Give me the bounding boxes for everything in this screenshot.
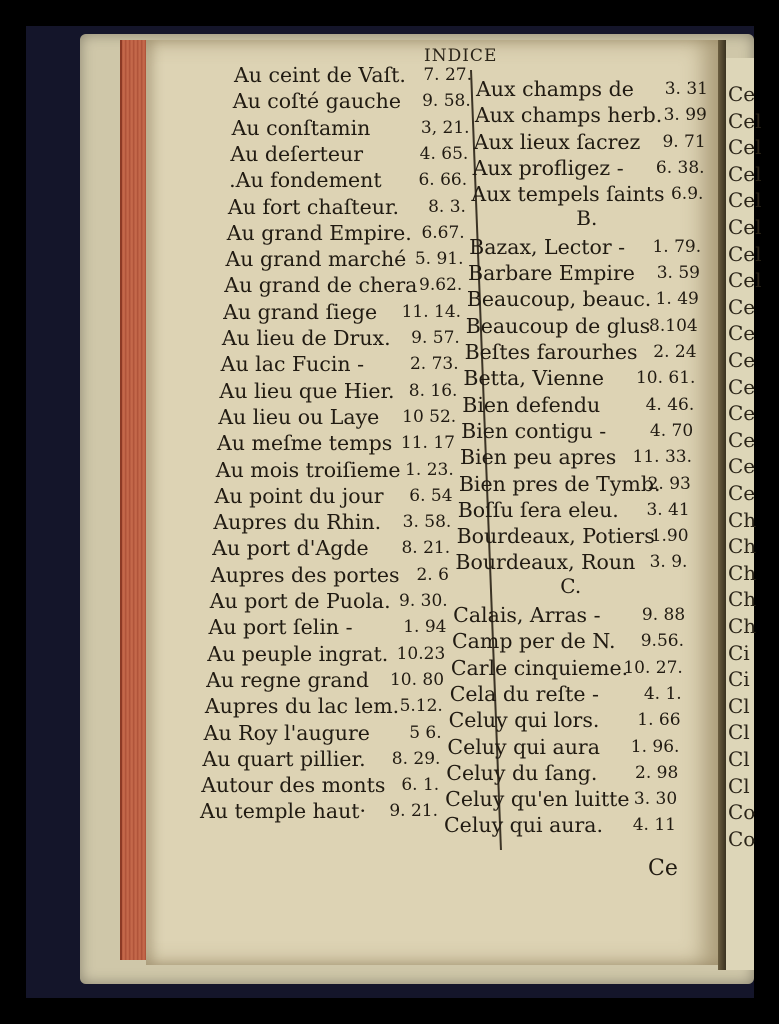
entry-name: Aux champs herb. (474, 103, 663, 128)
entry-reference: 1. 94 (403, 617, 447, 638)
entry-reference: 9. 21. (389, 801, 438, 822)
entry-name: Calais, Arras - (453, 603, 601, 627)
entry-reference: 11. 14. (401, 301, 462, 322)
facing-page-text: Cel (728, 188, 762, 213)
entry-reference: 8. 3. (428, 196, 466, 217)
entry-reference: 1. 79. (652, 236, 702, 257)
index-entry (453, 602, 685, 628)
entry-name: Aux champs de (476, 77, 634, 101)
entry-reference: 1. 66 (637, 710, 681, 731)
entry-name: Carle cinquieme. (450, 655, 629, 680)
index-entry (205, 693, 443, 719)
index-entry (476, 76, 708, 102)
index-entry (224, 272, 462, 298)
facing-page-text: Cl (728, 693, 750, 718)
entry-reference: 6.67. (421, 222, 465, 243)
entry-reference: 3. 58. (402, 512, 452, 533)
facing-page-text: Ce (728, 374, 756, 399)
entry-reference: 1.90 (650, 526, 689, 547)
entry-reference: 1. 96. (630, 736, 680, 757)
entry-reference: 9. 71 (662, 131, 706, 152)
index-entry (474, 129, 706, 155)
facing-page-text: Cel (728, 108, 762, 133)
index-entry (467, 286, 699, 312)
index-entry (228, 194, 466, 220)
entry-reference: 9. 30. (399, 591, 448, 611)
entry-reference: 3. 41 (646, 499, 690, 520)
index-entry (446, 760, 678, 786)
entry-reference: 2. 73. (409, 354, 459, 375)
section-letter: B. (576, 205, 598, 230)
facing-page-text: Ci (728, 640, 750, 665)
entry-name: Autour des monts (201, 773, 386, 798)
facing-page-text: Ci (728, 667, 750, 692)
entry-name: Au temple haut· (200, 799, 367, 824)
index-entry (206, 667, 444, 693)
index-entry (232, 115, 470, 141)
facing-page-text: Cl (728, 773, 750, 798)
facing-page-text: Cl (728, 720, 750, 745)
section-letter: C. (560, 573, 582, 598)
index-entry (462, 392, 694, 418)
entry-name: Au grand de chera (224, 273, 418, 298)
facing-page-text: Co (728, 826, 756, 851)
entry-name: Au grand marché (225, 247, 407, 272)
entry-name: Au lieu de Drux. (221, 326, 391, 350)
facing-page-text: Cl (728, 747, 750, 771)
entry-name: Bien pres de Tymb. (458, 471, 661, 496)
index-entry (234, 62, 472, 88)
index-entry (450, 681, 682, 707)
index-entry (216, 457, 454, 483)
entry-reference: 9. 58. (422, 91, 471, 112)
entry-name: Celuy qui lors. (448, 708, 600, 733)
entry-reference: 3. 99 (663, 105, 707, 126)
entry-reference: 3. 30 (633, 789, 678, 810)
entry-reference: 2. 6 (416, 564, 449, 585)
index-entry (213, 509, 451, 535)
entry-name: Celuy qu'en luitte (445, 787, 630, 812)
index-entry (217, 430, 455, 456)
entry-name: Au port ſelin - (208, 615, 353, 640)
index-entry (473, 155, 705, 181)
entry-reference: 3. 59 (656, 263, 700, 284)
entry-name: Aupres du lac lem. (204, 694, 400, 719)
entry-reference: 1. 49 (655, 289, 699, 310)
entry-reference: 9.56. (640, 631, 684, 652)
index-entry (457, 523, 689, 549)
index-entry (227, 220, 465, 246)
entry-name: Au coſté gauche (232, 89, 401, 114)
entry-name: Au lac Fucin - (220, 352, 365, 377)
index-entry (207, 641, 445, 667)
facing-page-text: Ce (728, 481, 756, 505)
entry-reference: 8. 21. (401, 538, 451, 559)
index-entry (209, 614, 447, 640)
index-entry (469, 234, 701, 260)
facing-page-text: Ch (728, 587, 757, 612)
entry-reference: 7. 27. (423, 65, 472, 85)
index-entry (475, 102, 707, 128)
entry-name: Celuy qui aura. (444, 813, 604, 838)
entry-reference: 4. 70 (649, 420, 694, 441)
entry-name: Au ceint de Vaſt. (234, 63, 406, 87)
entry-name: Au meſme temps (217, 431, 393, 456)
entry-name: Au peuple ingrat. (207, 641, 389, 666)
entry-reference: 8. 29. (391, 748, 441, 769)
index-entry (222, 325, 460, 351)
entry-name: Au grand Empire. (226, 220, 412, 245)
index-entry (465, 339, 697, 365)
index-entry (460, 444, 692, 470)
catchword: Ce (648, 856, 678, 881)
entry-name: Beaucoup de glus (465, 313, 651, 338)
facing-page-text: Cel (728, 241, 762, 266)
facing-page-text: Ch (728, 507, 757, 532)
entry-name: Aux profligez - (472, 155, 624, 180)
entry-name: Bien defendu (462, 392, 601, 417)
entry-name: Bourdeaux, Potiers (456, 524, 655, 549)
facing-page (726, 58, 762, 970)
entry-name: Au deſerteur (230, 141, 364, 166)
entry-name: Bien peu apres (460, 445, 617, 470)
entry-name: Betta, Vienne (463, 366, 605, 391)
index-entry (451, 655, 683, 681)
entry-reference: 10. 27. (623, 657, 683, 678)
facing-page-text: Co (728, 800, 756, 825)
index-entry (230, 141, 468, 167)
entry-reference: 4. 46. (645, 394, 695, 415)
entry-reference: 10. 80 (389, 669, 445, 690)
entry-reference: 10.23 (396, 643, 446, 664)
facing-page-text: Ce (728, 321, 756, 346)
facing-page-text: Ce (728, 454, 756, 479)
entry-reference: 4. 1. (643, 683, 682, 704)
entry-reference: 8. 16. (408, 380, 458, 401)
entry-reference: 6. 1. (401, 775, 440, 796)
entry-reference: 2. 98 (635, 762, 679, 783)
entry-reference: 1. 23. (405, 459, 454, 480)
entry-reference: 10. 61. (635, 368, 696, 389)
entry-name: Au quart pillier. (202, 746, 366, 771)
index-entry (468, 260, 700, 286)
entry-name: Au fort chaſteur. (227, 194, 400, 219)
entry-reference: 6. 54 (409, 485, 453, 506)
entry-name: Aupres du Rhin. (213, 510, 382, 535)
index-entry (201, 772, 439, 798)
entry-name: .Au fondement (229, 168, 382, 193)
entry-reference: 2. 24 (653, 342, 697, 362)
index-entry (463, 365, 695, 391)
index-entry (449, 707, 681, 733)
facing-page-text: Ce (728, 294, 756, 319)
entry-name: Au port de Puola. (209, 589, 391, 613)
index-entry (466, 313, 698, 339)
index-entry (458, 497, 690, 523)
index-entry (444, 812, 676, 838)
entry-name: Au Roy l'augure (203, 720, 370, 745)
facing-page-text: Cel (728, 161, 762, 186)
index-entry (218, 404, 456, 430)
entry-reference: 5.12. (399, 696, 443, 717)
entry-reference: 6. 38. (655, 157, 705, 178)
entry-name: Au port d'Agde (212, 536, 369, 561)
facing-page-text: Cel (728, 268, 762, 293)
index-entry (226, 246, 464, 272)
entry-name: Beſtes farourhes (464, 340, 638, 364)
index-entry (452, 628, 684, 654)
entry-name: Au lieu que Hier. (219, 378, 395, 403)
index-entry (471, 181, 703, 207)
facing-page-text: Ch (728, 534, 757, 559)
entry-reference: 11. 33. (632, 447, 692, 468)
entry-name: Bourdeaux, Roun (455, 550, 636, 575)
facing-page-text: Ce (728, 82, 756, 106)
book-gutter (718, 40, 726, 970)
entry-name: Bazax, Lector - (469, 234, 626, 259)
entry-reference: 5. 91. (414, 249, 464, 270)
entry-name: Boſſu ſera eleu. (457, 497, 619, 522)
entry-name: Aux tempels ſaints (471, 182, 665, 207)
entry-name: Au point du jour (214, 483, 384, 508)
entry-reference: 9.62. (419, 275, 463, 296)
facing-page-text: Ch (728, 560, 757, 585)
index-entry (204, 720, 442, 746)
facing-page-text: Cel (728, 135, 762, 160)
entry-name: Celuy qui aura (447, 734, 600, 759)
index-entry (212, 535, 450, 561)
facing-page-text: Cel (728, 215, 762, 239)
facing-page-text: Ce (728, 348, 756, 372)
entry-reference: 6.9. (670, 184, 704, 205)
entry-reference: 4. 65. (419, 143, 469, 164)
entry-name: Au regne grand (206, 667, 369, 692)
index-entry (447, 734, 679, 760)
index-entry (455, 549, 687, 575)
index-entry (200, 798, 438, 824)
entry-reference: 10 52. (402, 406, 457, 427)
entry-name: Au mois troiſieme (215, 457, 401, 482)
index-entry (233, 88, 471, 114)
entry-reference: 3. 31 (664, 79, 708, 99)
index-entry (221, 351, 459, 377)
index-entry (459, 471, 691, 497)
entry-reference: 4. 11 (632, 815, 676, 836)
page-header: INDICE (424, 46, 498, 66)
index-entry (229, 167, 467, 193)
facing-page-text: Ch (728, 614, 757, 638)
entry-name: Camp per de N. (452, 629, 616, 654)
facing-page-text: Ce (728, 427, 756, 452)
index-entry (445, 786, 677, 812)
entry-reference: 2. 93 (647, 473, 691, 494)
index-entry (461, 418, 693, 444)
entry-reference: 9. 57. (411, 328, 460, 348)
index-entry (219, 378, 457, 404)
entry-name: Bien contigu - (461, 418, 607, 443)
entry-name: Aux lieux ſacrez (473, 129, 641, 154)
entry-reference: 8.104 (649, 315, 698, 336)
entry-reference: 3, 21. (420, 117, 470, 138)
index-entry (215, 483, 453, 509)
entry-reference: 9. 88 (641, 605, 686, 625)
facing-page-text: Ce (728, 401, 756, 426)
entry-reference: 6. 66. (418, 170, 468, 191)
entry-name: Barbare Empire (468, 261, 635, 286)
index-entry (202, 746, 440, 772)
index-entry (210, 588, 448, 614)
entry-name: Cela du reſte - (449, 681, 599, 706)
entry-reference: 3. 9. (649, 552, 688, 573)
entry-name: Beaucoup, beauc. (466, 287, 652, 312)
entry-name: Au lieu ou Laye (218, 404, 380, 429)
entry-name: Au grand ſiege (223, 299, 378, 324)
entry-name: Celuy du ſang. (446, 760, 598, 785)
index-entry (211, 562, 449, 588)
entry-reference: 11. 17 (400, 433, 455, 454)
index-entry (223, 299, 461, 325)
entry-name: Au conſtamin (231, 115, 371, 140)
entry-name: Aupres des portes (210, 562, 400, 587)
entry-reference: 5 6. (409, 722, 442, 743)
